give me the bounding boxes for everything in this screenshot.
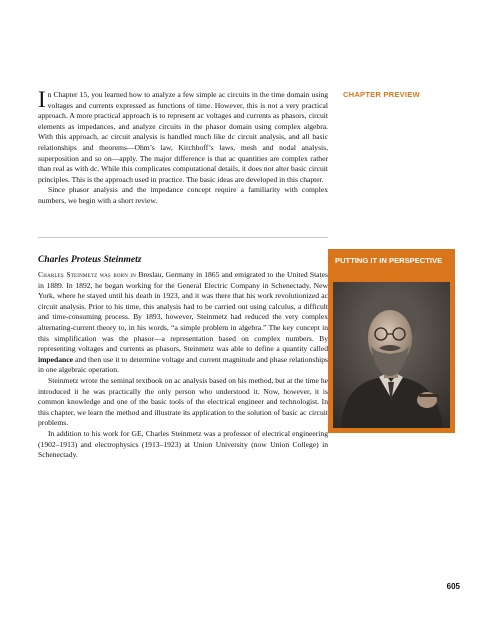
biography-lead-in: Charles Steinmetz was born in: [38, 270, 137, 279]
impedance-term: impedance: [38, 354, 74, 364]
drop-cap: I: [38, 87, 46, 112]
preview-paragraph-1-body: n Chapter 15, you learned how to analyze a few simple ac circuits in the time domain using voltages and currents expressed as functions of time. However, this is not a very practical approach. A more practical approach is to represent ac voltages and currents as phasors, circuit elements as impedances, and analyze circuits in the phasor domain using complex algebra. With this approach, ac circuit analysis is handled much like dc circuit analysis, and all basic relationships and theorems—Ohm’s law, Kirchhoff’s laws, mesh and nodal analysis, superposition and so on—apply. The major difference is that ac quantities are complex rather than real as with dc. While this complicates computational details, it does not alter basic circuit principles. This is the approach used in practice. The basic ideas are developed in this chapter.: [38, 90, 328, 184]
steinmetz-portrait: [333, 282, 450, 428]
biography-p1-part-1: Breslau, Germany in 1865 and emigrated to the United States in 1889. In 1892, he began working for the General Electric Company in Schenectady, New York, where he stayed until his death in 1923, and it was there that his work revolutionized ac circuit analysis. Prior to his time, this analysis had to be carried out using calculus, a difficult and time-consuming process. By 1893, however, Steinmetz had reduced the very complex alternating-current theory to, in his words, “a simple problem in algebra.” The key concept in this simplification was the phasor—a representation based on complex numbers. By representing voltages and currents as phasors, Steinmetz was able to define a quantity called: [38, 270, 328, 354]
preview-paragraph-2: Since phasor analysis and the impedance concept require a familiarity with complex numbers, we begin with a short review.: [38, 185, 328, 205]
biography-paragraph-1: [38, 270, 328, 376]
biography-paragraph-3: In addition to his work for GE, Charles Steinmetz was a professor of electrical engineering (1902–1913) and electrophysics (1913–1923) at Union University (now Union College) in Schenectady.: [38, 428, 328, 460]
portrait-image: [333, 282, 450, 428]
perspective-heading: PUTTING IT IN PERSPECTIVE: [335, 256, 443, 265]
biography-text: [38, 270, 328, 461]
biography-paragraph-2: Steinmetz wrote the seminal textbook on ac analysis based on his method, but at the time he introduced it he was practically the only person who understood it. Now, however, it is common knowledge and one of the basic tools of the electrical engineer and technologist. In this chapter, we learn the method and illustrate its application to the solution of basic ac circuit problems.: [38, 375, 328, 428]
chapter-preview-heading: CHAPTER PREVIEW: [343, 90, 420, 99]
section-divider: [38, 237, 328, 238]
biography-title: Charles Proteus Steinmetz: [38, 255, 142, 265]
page-number: 605: [446, 582, 460, 591]
chapter-preview-text: [38, 87, 328, 207]
preview-paragraph-1: [38, 87, 328, 185]
biography-p1-part-2: and then use it to determine voltage and current magnitude and phase relationships in one algebraic operation.: [38, 354, 328, 375]
